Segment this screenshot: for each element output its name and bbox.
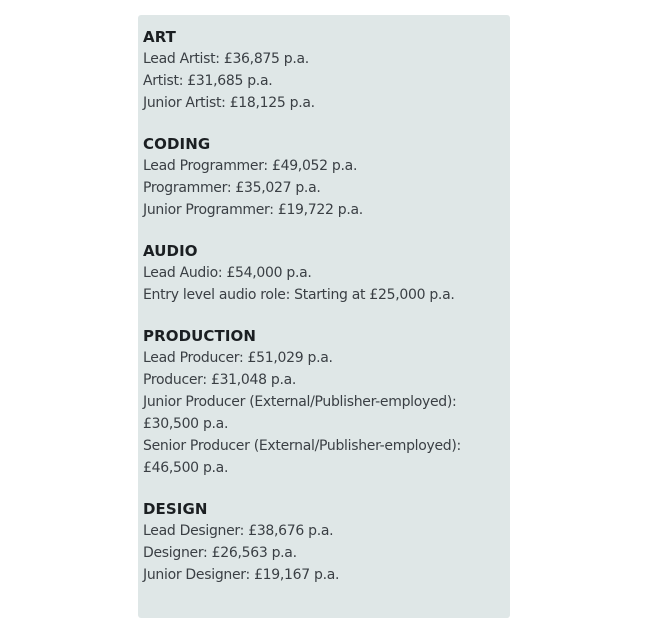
section-coding (143, 133, 510, 221)
salary-line: Lead Designer: £38,676 p.a. (143, 523, 334, 539)
salary-line: Entry level audio role: Starting at £25,000 p.a. (143, 287, 455, 303)
section-audio (143, 240, 510, 306)
salary-line: Senior Producer (External/Publisher-employed): (143, 438, 461, 454)
salary-line: Junior Programmer: £19,722 p.a. (143, 202, 363, 218)
salary-line: Lead Programmer: £49,052 p.a. (143, 158, 358, 174)
salary-line: Junior Producer (External/Publisher-employed): (143, 394, 457, 410)
salary-line: Junior Artist: £18,125 p.a. (143, 95, 315, 111)
salary-line: Lead Artist: £36,875 p.a. (143, 51, 309, 67)
salary-line: Designer: £26,563 p.a. (143, 545, 297, 561)
salary-line: Artist: £31,685 p.a. (143, 73, 273, 89)
salary-line: £46,500 p.a. (143, 460, 229, 476)
salary-line: Junior Designer: £19,167 p.a. (143, 567, 340, 583)
section-production (143, 325, 510, 479)
salary-line: £30,500 p.a. (143, 416, 229, 432)
section-heading: PRODUCTION (143, 327, 257, 345)
salary-line: Lead Producer: £51,029 p.a. (143, 350, 333, 366)
section-heading: CODING (143, 135, 211, 153)
salary-panel (138, 15, 510, 618)
section-heading: DESIGN (143, 500, 208, 518)
section-heading: AUDIO (143, 242, 198, 260)
section-art (143, 26, 510, 114)
salary-line: Programmer: £35,027 p.a. (143, 180, 321, 196)
salary-line: Lead Audio: £54,000 p.a. (143, 265, 312, 281)
section-heading: ART (143, 28, 177, 46)
salary-line: Producer: £31,048 p.a. (143, 372, 297, 388)
section-design (143, 498, 510, 586)
